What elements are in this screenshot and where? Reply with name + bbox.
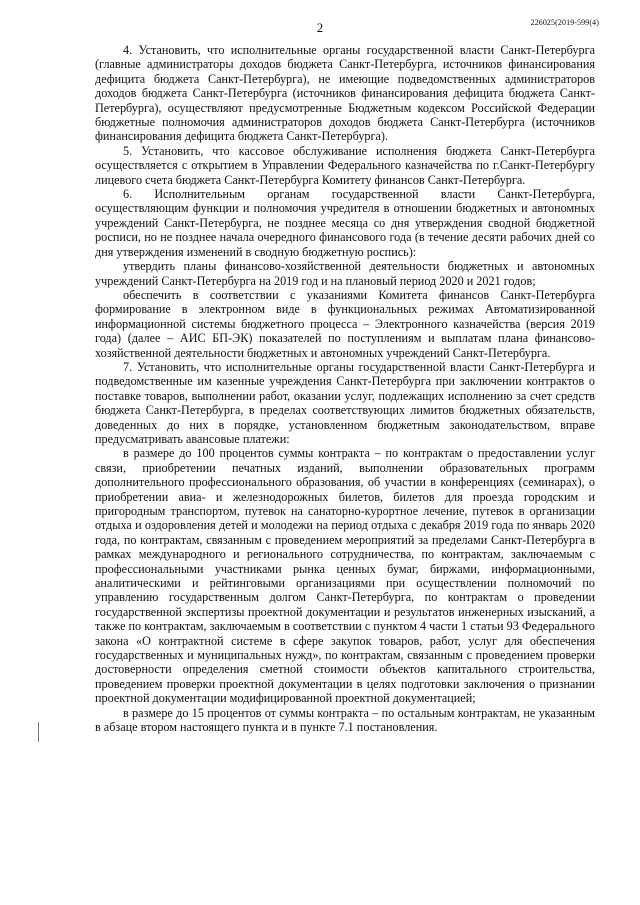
paragraph-item-6-ensure-formation: обеспечить в соответствии с указаниями Комитета финансов Санкт-Петербурга формирование в электронном виде в функциональных режимах Автоматизированной информационной системы бюджетного процесса – Электронного казначейства (версия 2019 года) (далее – АИС БП-ЭК) показателей по поступлениям и выплатам плана финансово-хозяйственной деятельности бюджетных и автономных учреждений Санкт-Петербурга. <box>95 287 595 360</box>
paragraph-item-7: 7. Установить, что исполнительные органы государственной власти Санкт-Петербурга и подведомственные им казенные учреждения Санкт-Петербурга при заключении контрактов о поставке товаров, выполнении работ, оказании услуг, подлежащих исполнению за счет средств бюджета Санкт-Петербурга, в пределах соответствующих лимитов бюджетных обязательств, доведенных до них в порядке, установленном бюджетным законодательством, вправе предусматривать авансовые платежи: <box>95 359 595 446</box>
margin-mark <box>38 722 39 742</box>
paragraph-item-6-approve-plans: утвердить планы финансово-хозяйственной деятельности бюджетных и автономных учреждений Санкт-Петербурга на 2019 год и на плановый период 2020 и 2021 годов; <box>95 259 595 288</box>
paragraph-item-6: 6. Исполнительным органам государственной власти Санкт-Петербурга, осуществляющим функции и полномочия учредителя в отношении бюджетных и автономных учреждений Санкт-Петербурга, не позднее месяца со дня утверждения сводной бюджетной росписи, но не позднее начала очередного финансового года (в течение десяти рабочих дней со дня утверждения изменений в сводную бюджетную роспись): <box>95 187 595 259</box>
page-number: 2 <box>316 20 324 35</box>
paragraph-item-7-advance-15: в размере до 15 процентов от суммы контракта – по остальным контрактам, не указанным в абзаце втором настоящего пункта и в пункте 7.1 постановления. <box>95 705 595 735</box>
document-code: 226025(2019-599(4) <box>530 18 599 27</box>
paragraph-item-4: 4. Установить, что исполнительные органы государственной власти Санкт-Петербурга (главные администраторы доходов бюджета Санкт-Петербурга, источников финансирования дефицита бюджета Санкт-Петербурга), не имеющие подведомственных администраторов доходов бюджета Санкт-Петербурга (источников финансирования дефицита бюджета Санкт-Петербурга), осуществляют предусмотренные Бюджетным кодексом Российской Федерации бюджетные полномочия администраторов доходов бюджета Санкт-Петербурга (источников финансирования дефицита бюджета Санкт-Петербурга). <box>95 43 595 144</box>
document-body <box>95 43 595 735</box>
paragraph-item-7-advance-100: в размере до 100 процентов суммы контракта – по контрактам о предоставлении услуг связи, приобретении печатных изданий, выполнении образовательных программ дополнительного профессионального образования, об участии в конференциях (семинарах), о приобретении авиа- и железнодорожных билетов, билетов для проезда городским и пригородным транспортом, путевок на санаторно-курортное лечение, путевок в организации отдыха и оздоровления детей и молодежи на период отдыха с декабря 2019 года по январь 2020 года, по контрактам, связанным с проведением мероприятий за пределами Санкт-Петербурга в рамках международного и регионального сотрудничества, по контрактам, заключаемым с профессиональными участниками рынка ценных бумаг, биржами, информационными, аналитическими и рейтинговыми организациями при осуществлении полномочий по управлению государственным долгом Санкт-Петербурга, по контрактам о проведении государственной экспертизы проектной документации и результатов инженерных изысканий, а также по контрактам, заключаемым в соответствии с пунктом 4 части 1 статьи 93 Федерального закона «О контрактной системе в сфере закупок товаров, работ, услуг для обеспечения государственных и муниципальных нужд», по контрактам, связанным с проведением проверки достоверности определения сметной стоимости объектов капитального строительства, проведением проверки проектной документации в целях подготовки заключения о признании проектной документации модифицированной проектной документацией; <box>95 446 595 706</box>
paragraph-item-5: 5. Установить, что кассовое обслуживание исполнения бюджета Санкт-Петербурга осуществляется с открытием в Управлении Федерального казначейства по г.Санкт-Петербургу лицевого счета бюджета Санкт-Петербурга Комитету финансов Санкт-Петербурга. <box>95 143 595 187</box>
